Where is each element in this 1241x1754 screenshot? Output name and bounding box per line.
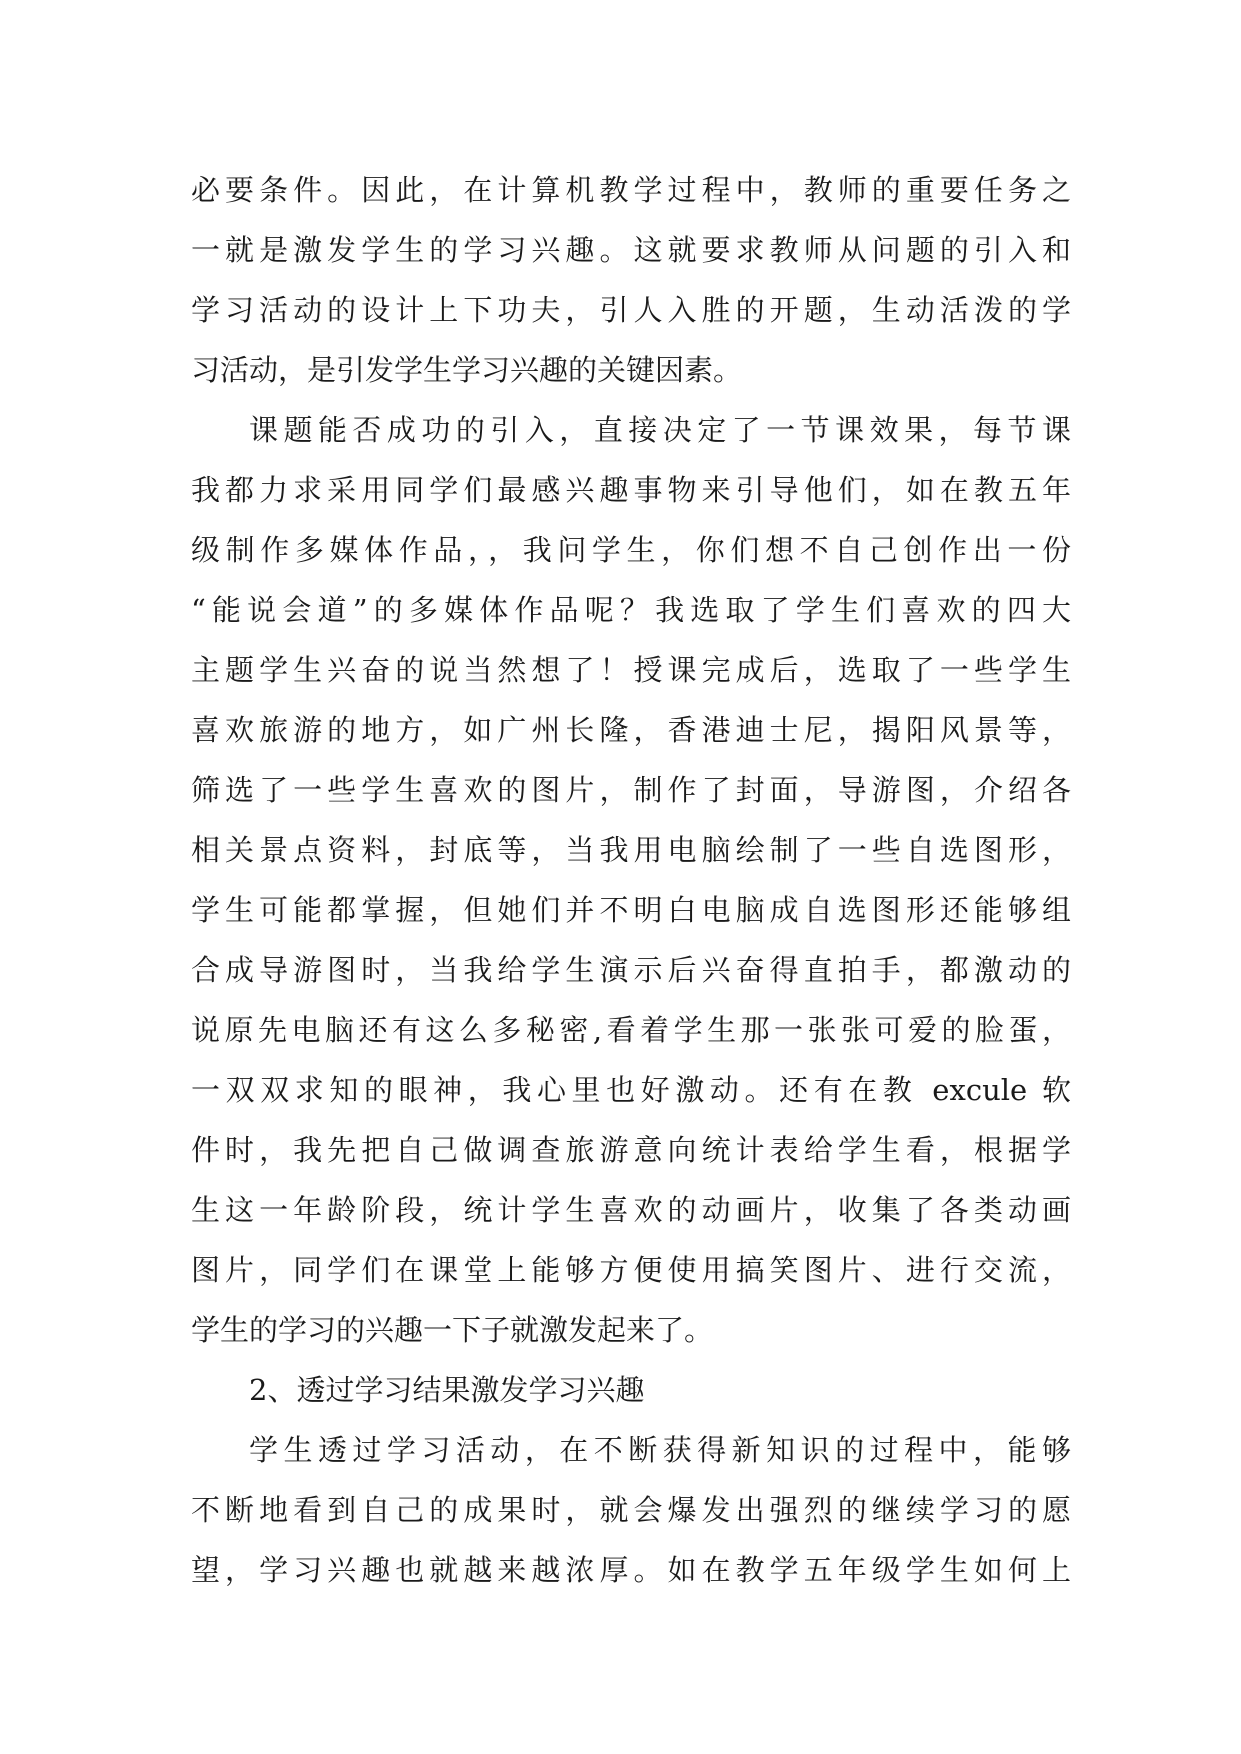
text-line: 我都力求采用同学们最感兴趣事物来引导他们，如在教五年 xyxy=(191,473,1071,507)
text-line: 习活动，是引发学生学习兴趣的关键因素。 xyxy=(191,353,743,387)
text-line: 学习活动的设计上下功夫，引人入胜的开题，生动活泼的学 xyxy=(191,293,1071,327)
text-line: 生这一年龄阶段，统计学生喜欢的动画片，收集了各类动画 xyxy=(191,1193,1071,1227)
text-line: 级制作多媒体作品，，我问学生，你们想不自己创作出一份 xyxy=(191,533,1071,567)
text-line: 喜欢旅游的地方，如广州长隆，香港迪士尼，揭阳风景等， xyxy=(191,713,1071,747)
text-line: 件时，我先把自己做调查旅游意向统计表给学生看，根据学 xyxy=(191,1133,1071,1167)
text-line: 一双双求知的眼神，我心里也好激动。还有在教 excule 软 xyxy=(191,1073,1071,1107)
text-line: “能说会道”的多媒体作品呢？我选取了学生们喜欢的四大 xyxy=(191,593,1071,627)
text-line: 不断地看到自己的成果时，就会爆发出强烈的继续学习的愿 xyxy=(191,1493,1071,1527)
text-line: 学生的学习的兴趣一下子就激发起来了。 xyxy=(191,1313,714,1347)
text-line: 学生可能都掌握，但她们并不明白电脑成自选图形还能够组 xyxy=(191,893,1071,927)
text-line: 2、透过学习结果激发学习兴趣 xyxy=(249,1373,645,1407)
text-line: 一就是激发学生的学习兴趣。这就要求教师从问题的引入和 xyxy=(191,233,1071,267)
text-line: 主题学生兴奋的说当然想了！授课完成后，选取了一些学生 xyxy=(191,653,1071,687)
text-line: 说原先电脑还有这么多秘密,看着学生那一张张可爱的脸蛋， xyxy=(191,1013,1071,1047)
text-line: 必要条件。因此，在计算机教学过程中，教师的重要任务之 xyxy=(191,173,1071,207)
body-text xyxy=(191,160,1071,1600)
text-line: 筛选了一些学生喜欢的图片，制作了封面，导游图，介绍各 xyxy=(191,773,1071,807)
text-line: 合成导游图时，当我给学生演示后兴奋得直拍手，都激动的 xyxy=(191,953,1071,987)
text-line: 图片，同学们在课堂上能够方便使用搞笑图片、进行交流， xyxy=(191,1253,1071,1287)
text-line: 学生透过学习活动，在不断获得新知识的过程中，能够 xyxy=(249,1433,1071,1467)
text-line: 课题能否成功的引入，直接决定了一节课效果，每节课 xyxy=(249,413,1071,447)
text-line: 相关景点资料，封底等，当我用电脑绘制了一些自选图形， xyxy=(191,833,1071,867)
text-line: 望，学习兴趣也就越来越浓厚。如在教学五年级学生如何上 xyxy=(191,1553,1071,1587)
